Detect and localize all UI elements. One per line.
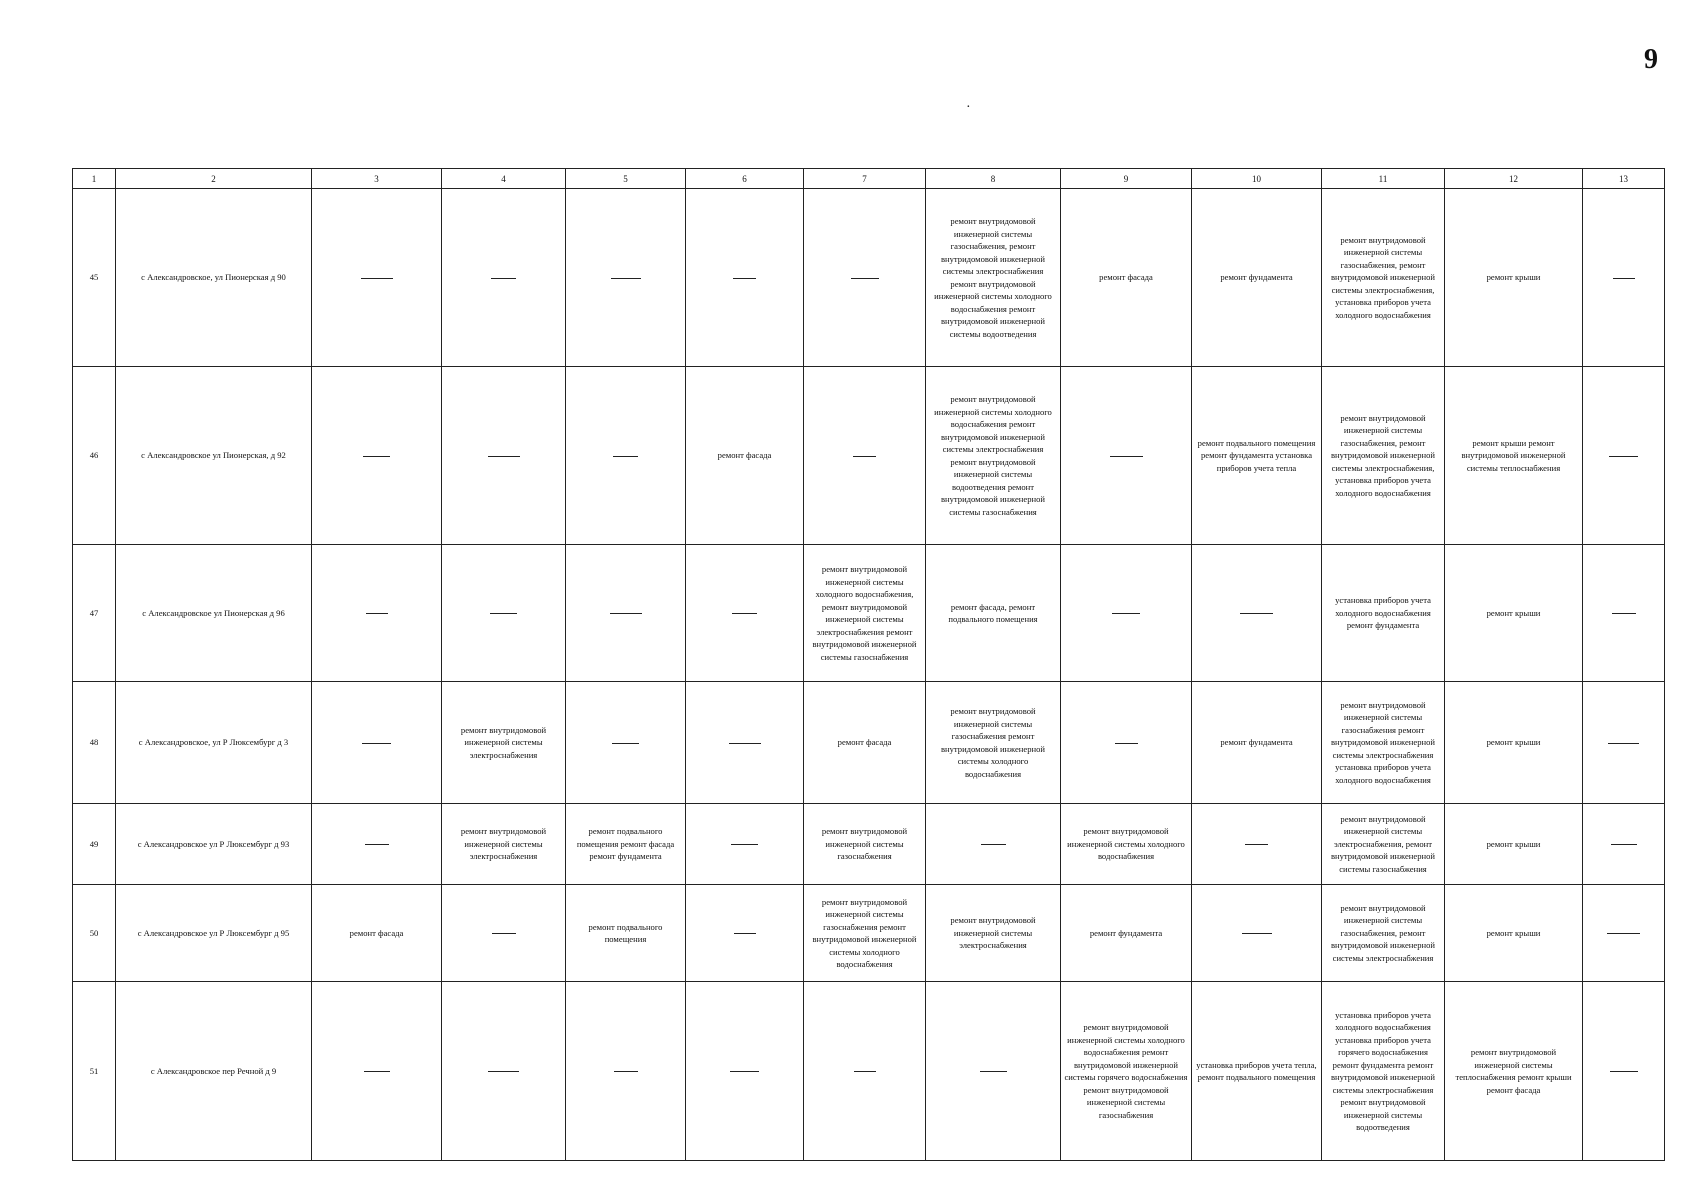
- work-cell-c8: ремонт внутридомовой инженерной системы холодного водоснабжения ремонт внутридомовой инженерной системы электроснабжения ремонт внутридомовой инженерной системы водоотведения ремонт внутридомовой инженерной системы газоснабжения: [926, 367, 1061, 545]
- row-number-cell: 47: [73, 545, 116, 682]
- work-cell-c12: ремонт внутридомовой инженерной системы теплоснабжения ремонт крыши ремонт фасада: [1445, 982, 1583, 1161]
- dash-mark: [730, 1071, 759, 1072]
- dash-mark: [731, 844, 758, 845]
- empty-cell-dash: [1583, 804, 1665, 885]
- dash-mark: [1112, 613, 1140, 614]
- dash-mark: [980, 1071, 1007, 1072]
- empty-cell-dash: [312, 545, 442, 682]
- work-cell-c4: ремонт внутридомовой инженерной системы электроснабжения: [442, 804, 566, 885]
- work-cell-c8: ремонт внутридомовой инженерной системы электроснабжения: [926, 885, 1061, 982]
- table-row: [73, 189, 1665, 367]
- empty-cell-dash: [566, 982, 686, 1161]
- row-number-cell: 45: [73, 189, 116, 367]
- work-cell-c11: ремонт внутридомовой инженерной системы газоснабжения ремонт внутридомовой инженерной системы электроснабжения установка приборов учета холодного водоснабжения: [1322, 682, 1445, 804]
- empty-cell-dash: [686, 682, 804, 804]
- address-cell: с Александровское ул Пионерская, д 92: [116, 367, 312, 545]
- work-cell-c11: ремонт внутридомовой инженерной системы электроснабжения, ремонт внутридомовой инженерной системы газоснабжения: [1322, 804, 1445, 885]
- dash-mark: [854, 1071, 876, 1072]
- work-cell-c8: ремонт внутридомовой инженерной системы газоснабжения ремонт внутридомовой инженерной системы холодного водоснабжения: [926, 682, 1061, 804]
- empty-cell-dash: [1192, 545, 1322, 682]
- dash-mark: [1110, 456, 1143, 457]
- empty-cell-dash: [1583, 189, 1665, 367]
- empty-cell-dash: [566, 367, 686, 545]
- empty-cell-dash: [312, 804, 442, 885]
- dash-mark: [612, 743, 639, 744]
- dash-mark: [734, 933, 756, 934]
- dash-mark: [1610, 1071, 1638, 1072]
- empty-cell-dash: [804, 367, 926, 545]
- work-cell-c3: ремонт фасада: [312, 885, 442, 982]
- table-row: [73, 682, 1665, 804]
- dash-mark: [613, 456, 638, 457]
- dash-mark: [363, 456, 390, 457]
- empty-cell-dash: [1583, 982, 1665, 1161]
- work-cell-c9: ремонт внутридомовой инженерной системы холодного водоснабжения ремонт внутридомовой инженерной системы горячего водоснабжения ремонт внутридомовой инженерной системы газоснабжения: [1061, 982, 1192, 1161]
- empty-cell-dash: [1583, 885, 1665, 982]
- work-cell-c11: установка приборов учета холодного водоснабжения ремонт фундамента: [1322, 545, 1445, 682]
- empty-cell-dash: [1061, 367, 1192, 545]
- empty-cell-dash: [926, 982, 1061, 1161]
- address-cell: с Александровское ул Пионерская д 96: [116, 545, 312, 682]
- dash-mark: [729, 743, 761, 744]
- empty-cell-dash: [804, 189, 926, 367]
- work-cell-c7: ремонт фасада: [804, 682, 926, 804]
- work-cell-c12: ремонт крыши: [1445, 682, 1583, 804]
- row-number-cell: 48: [73, 682, 116, 804]
- dash-mark: [1240, 613, 1273, 614]
- dash-mark: [1609, 456, 1638, 457]
- address-cell: с Александровское ул Р Люксембург д 93: [116, 804, 312, 885]
- empty-cell-dash: [312, 367, 442, 545]
- address-cell: с Александровское пер Речной д 9: [116, 982, 312, 1161]
- work-cell-c9: ремонт фундамента: [1061, 885, 1192, 982]
- work-cell-c8: ремонт фасада, ремонт подвального помещения: [926, 545, 1061, 682]
- header-row: [73, 169, 1665, 189]
- empty-cell-dash: [312, 682, 442, 804]
- dash-mark: [488, 456, 520, 457]
- empty-cell-dash: [442, 545, 566, 682]
- work-cell-c12: ремонт крыши: [1445, 545, 1583, 682]
- dash-mark: [1613, 278, 1635, 279]
- empty-cell-dash: [686, 982, 804, 1161]
- dash-mark: [1611, 844, 1637, 845]
- row-number-cell: 50: [73, 885, 116, 982]
- dash-mark: [981, 844, 1006, 845]
- work-cell-c11: ремонт внутридомовой инженерной системы газоснабжения, ремонт внутридомовой инженерной системы электроснабжения, установка приборов учета холодного водоснабжения: [1322, 189, 1445, 367]
- work-cell-c5: ремонт подвального помещения: [566, 885, 686, 982]
- empty-cell-dash: [442, 885, 566, 982]
- dash-mark: [361, 278, 393, 279]
- work-cell-c9: ремонт внутридомовой инженерной системы холодного водоснабжения: [1061, 804, 1192, 885]
- dash-mark: [853, 456, 876, 457]
- column-header-1: 1: [73, 169, 116, 189]
- empty-cell-dash: [1061, 545, 1192, 682]
- table-row: [73, 885, 1665, 982]
- address-cell: с Александровское, ул Пионерская д 90: [116, 189, 312, 367]
- dash-mark: [1607, 933, 1640, 934]
- dash-mark: [610, 613, 642, 614]
- address-cell: с Александровское, ул Р Люксембург д 3: [116, 682, 312, 804]
- dash-mark: [362, 743, 391, 744]
- empty-cell-dash: [1583, 367, 1665, 545]
- work-cell-c7: ремонт внутридомовой инженерной системы газоснабжения: [804, 804, 926, 885]
- empty-cell-dash: [566, 682, 686, 804]
- work-cell-c10: установка приборов учета тепла, ремонт подвального помещения: [1192, 982, 1322, 1161]
- work-cell-c12: ремонт крыши ремонт внутридомовой инженерной системы теплоснабжения: [1445, 367, 1583, 545]
- dash-mark: [366, 613, 388, 614]
- row-number-cell: 46: [73, 367, 116, 545]
- dash-mark: [488, 1071, 519, 1072]
- empty-cell-dash: [312, 982, 442, 1161]
- work-cell-c5: ремонт подвального помещения ремонт фасада ремонт фундамента: [566, 804, 686, 885]
- work-cell-c7: ремонт внутридомовой инженерной системы газоснабжения ремонт внутридомовой инженерной системы холодного водоснабжения: [804, 885, 926, 982]
- work-cell-c12: ремонт крыши: [1445, 885, 1583, 982]
- column-header-8: 8: [926, 169, 1061, 189]
- column-header-11: 11: [1322, 169, 1445, 189]
- dash-mark: [492, 933, 516, 934]
- dash-mark: [1608, 743, 1639, 744]
- empty-cell-dash: [442, 982, 566, 1161]
- empty-cell-dash: [1192, 885, 1322, 982]
- empty-cell-dash: [442, 189, 566, 367]
- work-cell-c12: ремонт крыши: [1445, 189, 1583, 367]
- empty-cell-dash: [686, 545, 804, 682]
- work-cell-c11: ремонт внутридомовой инженерной системы газоснабжения, ремонт внутридомовой инженерной системы электроснабжения, установка приборов учета холодного водоснабжения: [1322, 367, 1445, 545]
- dash-mark: [614, 1071, 638, 1072]
- empty-cell-dash: [1583, 545, 1665, 682]
- column-header-5: 5: [566, 169, 686, 189]
- empty-cell-dash: [804, 982, 926, 1161]
- dash-mark: [733, 278, 756, 279]
- dash-mark: [490, 613, 517, 614]
- work-cell-c4: ремонт внутридомовой инженерной системы электроснабжения: [442, 682, 566, 804]
- work-cell-c8: ремонт внутридомовой инженерной системы газоснабжения, ремонт внутридомовой инженерной системы электроснабжения ремонт внутридомовой инженерной системы холодного водоснабжения ремонт внутридомовой инженерной системы водоотведения: [926, 189, 1061, 367]
- column-header-7: 7: [804, 169, 926, 189]
- column-header-2: 2: [116, 169, 312, 189]
- dash-mark: [364, 1071, 390, 1072]
- work-cell-c10: ремонт подвального помещения ремонт фундамента установка приборов учета тепла: [1192, 367, 1322, 545]
- work-cell-c12: ремонт крыши: [1445, 804, 1583, 885]
- table-row: [73, 982, 1665, 1161]
- dash-mark: [1245, 844, 1268, 845]
- empty-cell-dash: [926, 804, 1061, 885]
- work-cell-c11: ремонт внутридомовой инженерной системы газоснабжения, ремонт внутридомовой инженерной системы электроснабжения: [1322, 885, 1445, 982]
- empty-cell-dash: [686, 804, 804, 885]
- column-header-13: 13: [1583, 169, 1665, 189]
- empty-cell-dash: [686, 885, 804, 982]
- page-number: 9: [1644, 44, 1658, 75]
- work-cell-c9: ремонт фасада: [1061, 189, 1192, 367]
- row-number-cell: 51: [73, 982, 116, 1161]
- work-cell-c7: ремонт внутридомовой инженерной системы холодного водоснабжения, ремонт внутридомовой инженерной системы электроснабжения ремонт внутридомовой инженерной системы газоснабжения: [804, 545, 926, 682]
- column-header-9: 9: [1061, 169, 1192, 189]
- empty-cell-dash: [1061, 682, 1192, 804]
- repair-schedule-table: [72, 168, 1665, 1161]
- work-cell-c10: ремонт фундамента: [1192, 682, 1322, 804]
- column-header-4: 4: [442, 169, 566, 189]
- empty-cell-dash: [1192, 804, 1322, 885]
- empty-cell-dash: [312, 189, 442, 367]
- column-header-12: 12: [1445, 169, 1583, 189]
- empty-cell-dash: [1583, 682, 1665, 804]
- empty-cell-dash: [442, 367, 566, 545]
- address-cell: с Александровское ул Р Люксембург д 95: [116, 885, 312, 982]
- dash-mark: [1115, 743, 1138, 744]
- column-header-10: 10: [1192, 169, 1322, 189]
- table-row: [73, 804, 1665, 885]
- work-cell-c6: ремонт фасада: [686, 367, 804, 545]
- empty-cell-dash: [566, 545, 686, 682]
- empty-cell-dash: [566, 189, 686, 367]
- table-row: [73, 367, 1665, 545]
- column-header-3: 3: [312, 169, 442, 189]
- work-cell-c11: установка приборов учета холодного водоснабжения установка приборов учета горячего водоснабжения ремонт фундамента ремонт внутридомовой инженерной системы электроснабжения ремонт внутридомовой инженерной системы водоотведения: [1322, 982, 1445, 1161]
- dash-mark: [491, 278, 516, 279]
- dash-mark: [851, 278, 879, 279]
- column-header-6: 6: [686, 169, 804, 189]
- dash-mark: [732, 613, 757, 614]
- dash-mark: [365, 844, 389, 845]
- row-number-cell: 49: [73, 804, 116, 885]
- dash-mark: [1612, 613, 1636, 614]
- table-body: [73, 189, 1665, 1161]
- dash-mark: [1242, 933, 1272, 934]
- scan-speck: ·: [966, 100, 971, 115]
- empty-cell-dash: [686, 189, 804, 367]
- table-row: [73, 545, 1665, 682]
- dash-mark: [611, 278, 641, 279]
- work-cell-c10: ремонт фундамента: [1192, 189, 1322, 367]
